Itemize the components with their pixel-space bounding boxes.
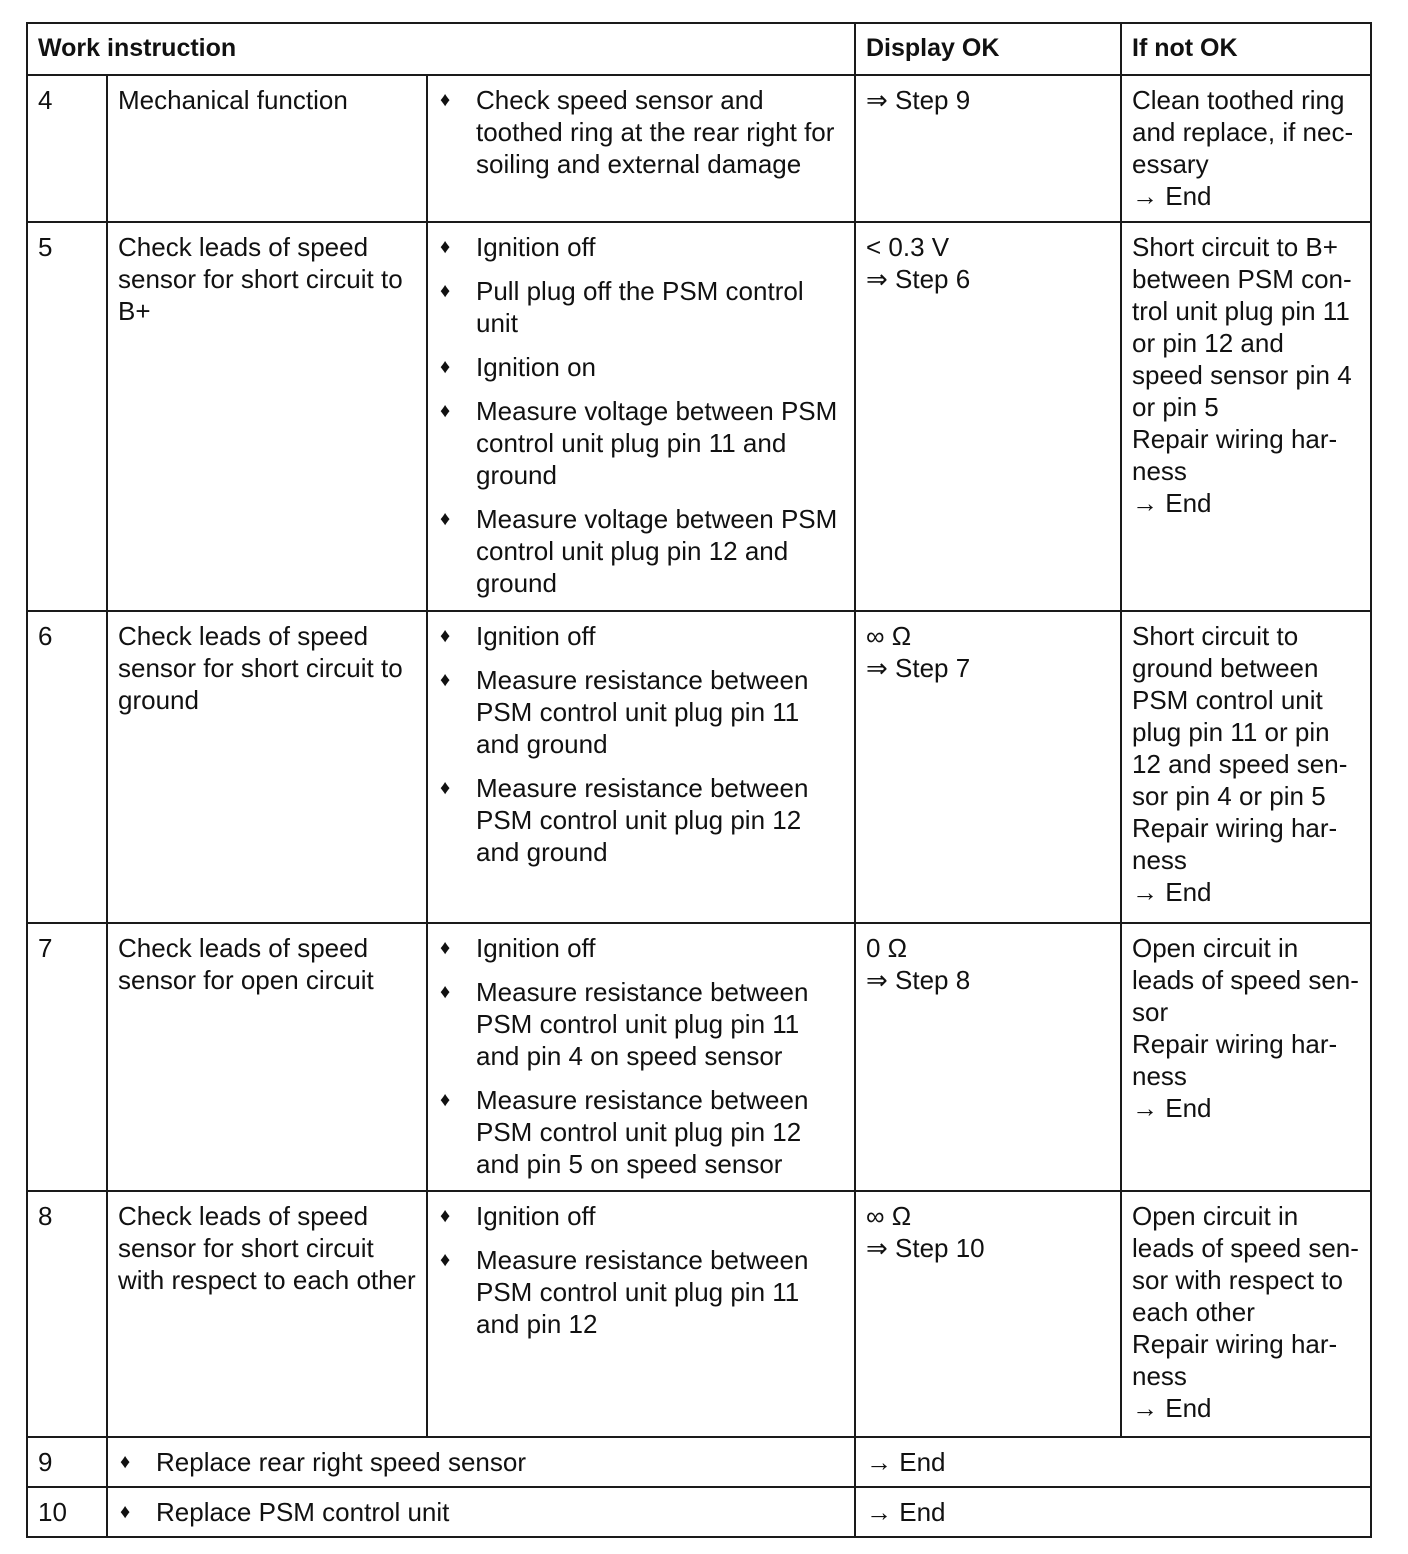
- display-ok-line: < 0.3 V: [866, 232, 950, 262]
- display-ok-cell: [855, 1191, 1121, 1437]
- step-actions: [427, 611, 855, 923]
- not-ok-line: Open circuit in leads of speed sen-sor with respect to each other: [1132, 1201, 1359, 1327]
- step-row: [27, 923, 1371, 1191]
- step-actions: [427, 923, 855, 1191]
- footer-row: [27, 1487, 1371, 1537]
- display-ok-cell: [855, 75, 1121, 222]
- action-item: ♦ Measure voltage between PSM control unit plug pin 11 and ground: [438, 395, 844, 491]
- action-item: ♦ Ignition off: [438, 932, 844, 964]
- action-item: ♦ Ignition on: [438, 351, 844, 383]
- action-item: ♦ Check speed sensor and toothed ring at the rear right for soiling and external damage: [438, 84, 844, 180]
- not-ok-line: Repair wiring har-ness: [1132, 1029, 1338, 1091]
- not-ok-line: Short circuit to B+ between PSM con-trol unit plug pin 11 or pin 12 and speed sensor pin 4 or pin 5: [1132, 232, 1352, 422]
- not-ok-line: Repair wiring har-ness: [1132, 813, 1338, 875]
- not-ok-line: Repair wiring har-ness: [1132, 424, 1338, 486]
- action-item: ♦ Replace PSM control unit: [118, 1496, 844, 1528]
- step-number: 8: [27, 1191, 107, 1437]
- not-ok-line: Repair wiring har-ness: [1132, 1329, 1338, 1391]
- step-row: [27, 75, 1371, 222]
- footer-action-cell: [107, 1487, 855, 1537]
- display-ok-cell: [855, 222, 1121, 611]
- work-instruction-table: [26, 22, 1372, 1538]
- action-item: ♦ Measure resistance between PSM control unit plug pin 11 and pin 4 on speed sensor: [438, 976, 844, 1072]
- step-number: 4: [27, 75, 107, 222]
- display-ok-cell: [855, 611, 1121, 923]
- step-row: [27, 222, 1371, 611]
- work-instruction-header: Work instruction: [27, 23, 855, 75]
- if-not-ok-header: If not OK: [1121, 23, 1371, 75]
- step-actions: [427, 75, 855, 222]
- step-title: Mechanical function: [107, 75, 427, 222]
- step-number: 6: [27, 611, 107, 923]
- action-item: ♦ Measure resistance between PSM control unit plug pin 11 and pin 12: [438, 1244, 844, 1340]
- not-ok-line: → End: [1132, 1093, 1212, 1123]
- step-actions: [427, 1191, 855, 1437]
- display-ok-line: ∞ Ω: [866, 621, 912, 651]
- action-item: ♦ Replace rear right speed sensor: [118, 1446, 844, 1478]
- step-title: Check leads of speed sensor for short circuit to ground: [107, 611, 427, 923]
- not-ok-line: Short circuit to ground between PSM control unit plug pin 11 or pin 12 and speed sen-sor pin 4 or pin 5: [1132, 621, 1348, 811]
- not-ok-cell: [1121, 75, 1371, 222]
- action-item: ♦ Ignition off: [438, 1200, 844, 1232]
- not-ok-cell: [1121, 222, 1371, 611]
- not-ok-line: Clean toothed ring and replace, if nec-essary: [1132, 85, 1354, 179]
- step-number: 7: [27, 923, 107, 1191]
- step-number: 9: [27, 1437, 107, 1487]
- footer-action-cell: [107, 1437, 855, 1487]
- action-item: ♦ Ignition off: [438, 231, 844, 263]
- not-ok-line: → End: [1132, 877, 1212, 907]
- action-item: ♦ Ignition off: [438, 620, 844, 652]
- step-actions: [427, 222, 855, 611]
- footer-row: [27, 1437, 1371, 1487]
- step-title: Check leads of speed sensor for short circuit with respect to each other: [107, 1191, 427, 1437]
- step-number: 5: [27, 222, 107, 611]
- action-item: ♦ Measure resistance between PSM control unit plug pin 12 and pin 5 on speed sensor: [438, 1084, 844, 1180]
- display-ok-cell: [855, 923, 1121, 1191]
- display-ok-line: ⇒ Step 6: [866, 264, 971, 294]
- display-ok-line: ⇒ Step 8: [866, 965, 971, 995]
- display-ok-line: ⇒ Step 9: [866, 85, 971, 115]
- step-row: [27, 611, 1371, 923]
- not-ok-cell: [1121, 923, 1371, 1191]
- step-title: Check leads of speed sensor for open circuit: [107, 923, 427, 1191]
- display-ok-line: ∞ Ω: [866, 1201, 912, 1231]
- action-item: ♦ Measure resistance between PSM control unit plug pin 11 and ground: [438, 664, 844, 760]
- display-ok-line: ⇒ Step 10: [866, 1233, 985, 1263]
- step-number: 10: [27, 1487, 107, 1537]
- not-ok-line: → End: [1132, 181, 1212, 211]
- not-ok-cell: [1121, 611, 1371, 923]
- display-ok-header: Display OK: [855, 23, 1121, 75]
- action-item: ♦ Measure resistance between PSM control unit plug pin 12 and ground: [438, 772, 844, 868]
- not-ok-line: Open circuit in leads of speed sen-sor: [1132, 933, 1359, 1027]
- display-ok-cell: → End: [855, 1487, 1371, 1537]
- action-item: ♦ Pull plug off the PSM control unit: [438, 275, 844, 339]
- not-ok-cell: [1121, 1191, 1371, 1437]
- display-ok-cell: → End: [855, 1437, 1371, 1487]
- step-row: [27, 1191, 1371, 1437]
- step-title: Check leads of speed sensor for short circuit to B+: [107, 222, 427, 611]
- display-ok-line: 0 Ω: [866, 933, 908, 963]
- not-ok-line: → End: [1132, 1393, 1212, 1423]
- display-ok-line: ⇒ Step 7: [866, 653, 971, 683]
- action-item: ♦ Measure voltage between PSM control unit plug pin 12 and ground: [438, 503, 844, 599]
- not-ok-line: → End: [1132, 488, 1212, 518]
- header-row: [27, 23, 1371, 75]
